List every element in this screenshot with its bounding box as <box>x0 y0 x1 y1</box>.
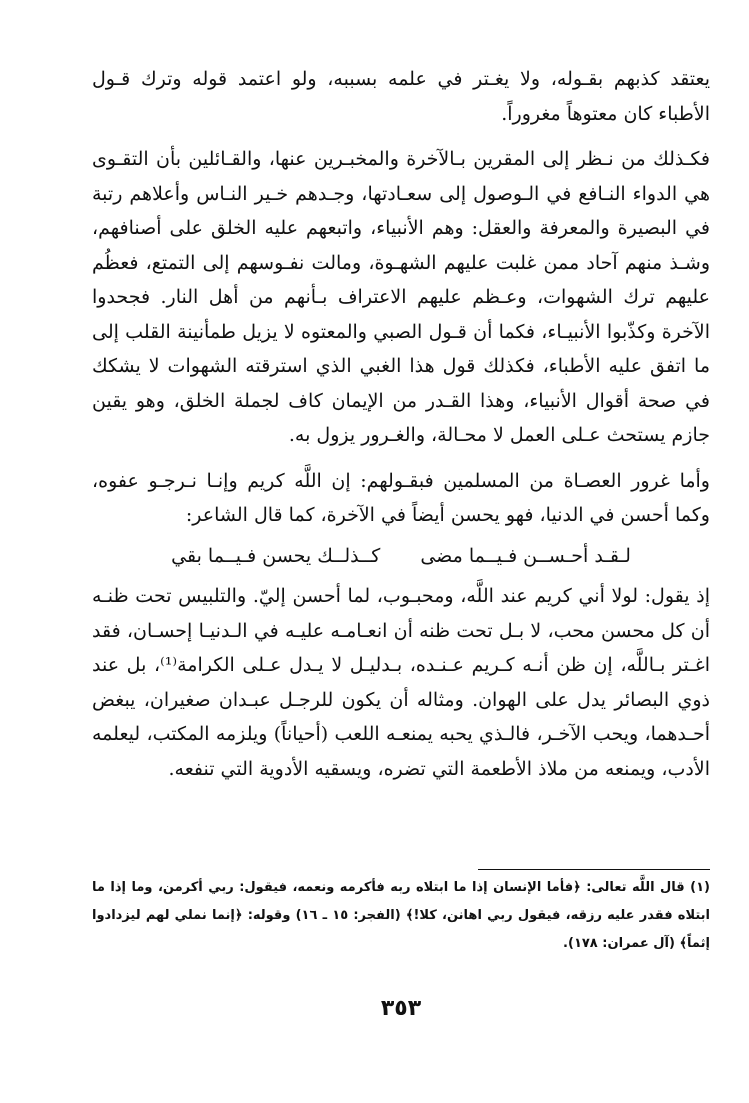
verse-second-hemistich: كــذلــك يحسن فـيــما بقي <box>171 544 381 567</box>
paragraph-gap <box>92 131 710 142</box>
verse-first-hemistich: لـقـد أحـســن فـيــما مضى <box>420 544 631 567</box>
paragraph-gap <box>92 453 710 464</box>
footnote-divider <box>478 869 710 870</box>
paragraph-4: إذ يقول: لولا أني كريم عند اللَّه، ومحبـوب، لما أحسن إليّ. والتلبيس تحت ظنـه أن كل محسن محب، لا بـل تحت ظنه أن انعـامـه عليـه في الـدنيـا إحسـان، فقد اغـتر بـاللَّه، إن ظن أنـه كـريم عـنـده، بـدليـل لا يـدل عـلى الكرامة⁽¹⁾، بل عند ذوي البصائر يدل على الهوان. ومثاله أن يكون للرجـل عبـدان صغيران، يبغض أحـدهما، ويحب الآخـر، فالـذي يحبه يمنعـه اللعب (أحياناً) ويلزمه المكتب، ليعلمه الأدب، ويمنعه من ملاذ الأطعمة التي تضره، ويسقيه الأدوية التي تنفعه. <box>92 585 710 780</box>
page-number: ٣٥٣ <box>380 996 422 1021</box>
poem-verse <box>92 539 710 574</box>
footnote: (١) قال اللَّه تعالى: ﴿فأما الإنسان إذا ما ابتلاه ربه فأكرمه ونعمه، فيقول: ربي أكرمن، وما إذا ما ابتلاه فقدر عليه رزقه، فيقول ربي اهانن، كلا!﴾ (الفجر: ١٥ ـ ١٦) وقوله: ﴿إنما نملي لهم ليزدادوا إثماً﴾ (آل عمران: ١٧٨). <box>92 880 710 951</box>
paragraph-3: وأما غرور العصـاة من المسلمين فبقـولهم: إن اللَّه كريم وإنـا نـرجـو عفوه، وكما أحسن في الدنيا، فهو يحسن أيضاً في الآخرة، كما قال الشاعر: <box>92 469 710 526</box>
paragraph-2: فكـذلك من نـظر إلى المقرين بـالآخرة والمخبـرين عنها، والقـائلين بأن التقـوى هي الدواء النـافع في الـوصول إلى سعـادتها، وجـدهم خـير النـاس وأعلاهم رتبة في البصيرة والمعرفة والعقل: وهم الأنبياء، واتبعهم عليه الخلق على أصنافهم، وشـذ منهم آحاد ممن غلبت عليهم الشهـوة، ومالت نفـوسهم إلى التمتع، فعظُم عليهم ترك الشهوات، وعـظم عليهم الاعتراف بـأنهم من أهل النار. فجحدوا الآخرة وكذّبوا الأنبيـاء، فكما أن قـول الصبي والمعتوه لا يزيل طمأنينة القلب إلى ما اتفق عليه الأطباء، فكذلك قول هذا الغبي الذي استرقته الشهوات لا يشكك في صحة أقوال الأنبياء، وهذا القـدر من الإيمان كاف لجملة الخلق، وهو يقين جازم يستحث عـلى العمل لا محـالة، والغـرور يزول به. <box>92 148 710 446</box>
book-page <box>92 62 710 1062</box>
paragraph-1: يعتقد كذبهم بقـوله، ولا يغـتر في علمه بسببه، ولو اعتمد قوله وترك قـول الأطباء كان معتوهاً مغروراً. <box>92 68 710 125</box>
